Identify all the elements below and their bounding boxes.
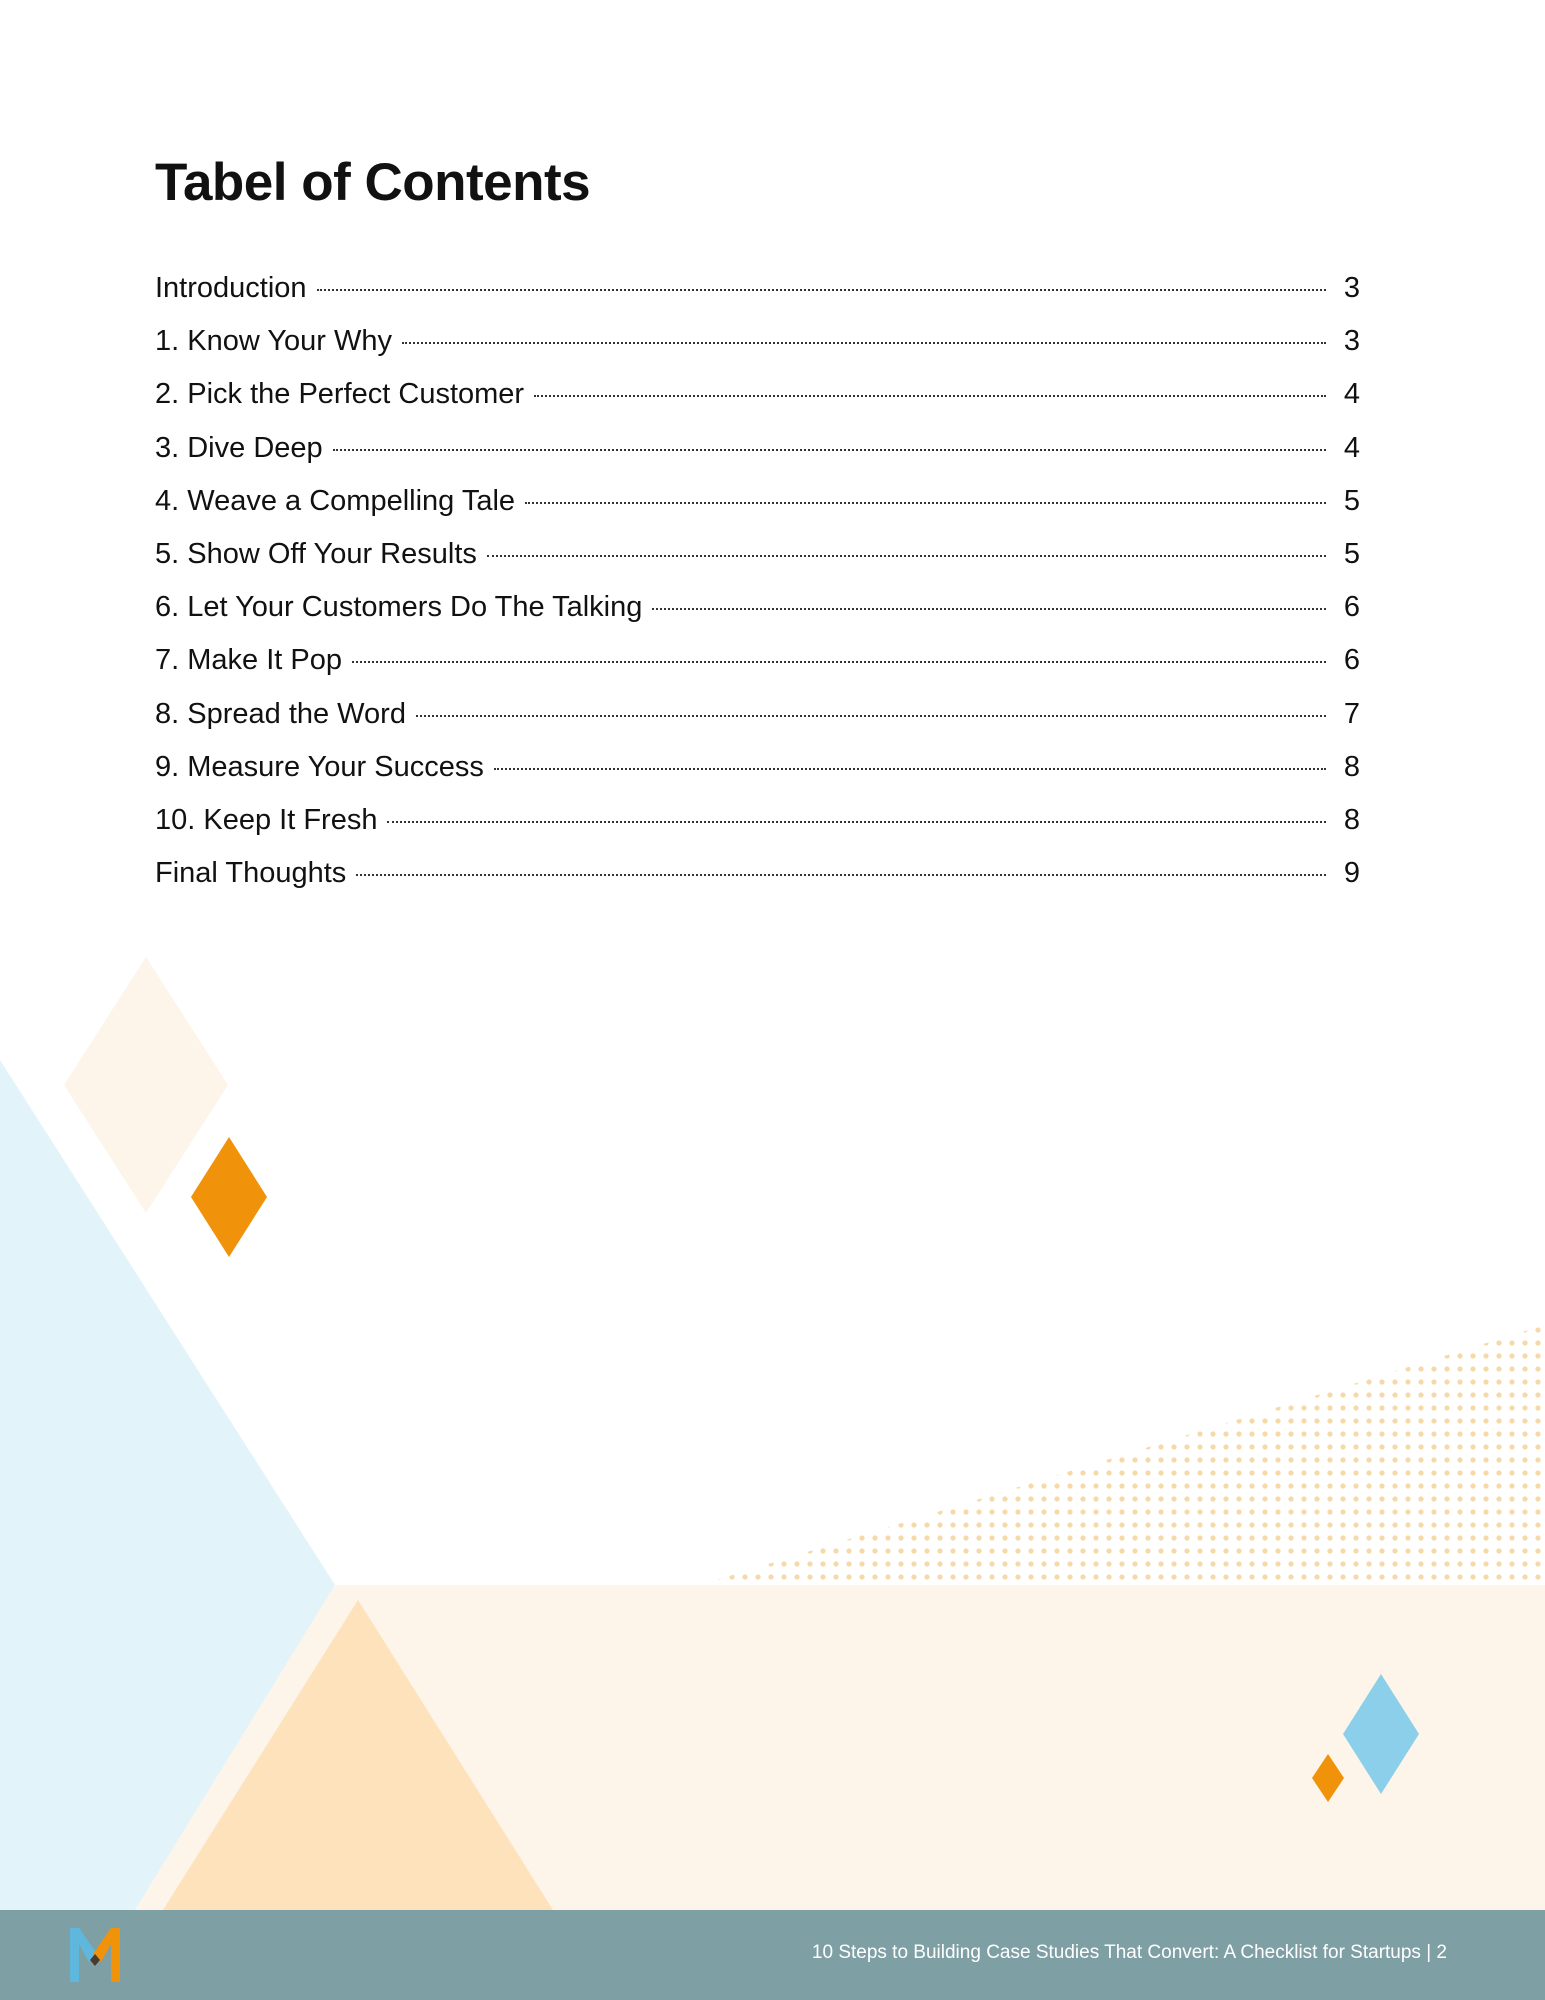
cream-diamond	[64, 957, 228, 1213]
toc-entry[interactable]	[155, 644, 1360, 697]
toc-dot-leader	[525, 502, 1326, 504]
toc-entry[interactable]	[155, 857, 1360, 910]
orange-diamond-large	[191, 1137, 267, 1257]
toc-entry-page-number: 5	[1343, 537, 1360, 570]
toc-dot-leader	[333, 449, 1326, 451]
toc-entry-label: 7. Make It Pop	[155, 644, 342, 677]
m-logo-icon	[70, 1928, 120, 1982]
toc-entry-page-number: 6	[1343, 591, 1360, 624]
toc-entry-page-number: 4	[1343, 431, 1360, 464]
page-title: Tabel of Contents	[155, 153, 591, 212]
toc-dot-leader	[356, 874, 1326, 876]
toc-dot-leader	[387, 821, 1326, 823]
table-of-contents	[155, 272, 1360, 910]
toc-dot-leader	[352, 661, 1326, 663]
toc-entry-label: Final Thoughts	[155, 857, 347, 890]
toc-dot-leader	[317, 289, 1326, 291]
toc-entry[interactable]	[155, 804, 1360, 857]
toc-entry[interactable]	[155, 591, 1360, 644]
toc-entry-page-number: 7	[1343, 697, 1360, 730]
toc-entry-page-number: 5	[1343, 484, 1360, 517]
toc-entry[interactable]	[155, 272, 1360, 325]
toc-entry-label: 2. Pick the Perfect Customer	[155, 378, 525, 411]
toc-entry-label: 9. Measure Your Success	[155, 750, 484, 783]
toc-entry-page-number: 9	[1343, 857, 1360, 890]
footer-caption: 10 Steps to Building Case Studies That Convert: A Checklist for Startups | 2	[811, 1942, 1447, 1963]
toc-entry-label: Introduction	[155, 272, 307, 304]
toc-entry-label: 6. Let Your Customers Do The Talking	[155, 591, 643, 624]
toc-entry-page-number: 3	[1343, 272, 1360, 304]
dotted-pattern-area	[700, 1325, 1545, 1585]
toc-entry[interactable]	[155, 325, 1360, 378]
toc-entry-label: 10. Keep It Fresh	[155, 803, 378, 836]
toc-entry[interactable]	[155, 698, 1360, 751]
toc-entry-label: 3. Dive Deep	[155, 431, 323, 464]
toc-dot-leader	[402, 342, 1326, 344]
footer-bar	[0, 1910, 1545, 2000]
toc-dot-leader	[487, 555, 1326, 557]
toc-entry-label: 8. Spread the Word	[155, 697, 406, 730]
toc-entry[interactable]	[155, 751, 1360, 804]
toc-dot-leader	[534, 395, 1326, 397]
toc-entry-label: 1. Know Your Why	[155, 325, 392, 358]
toc-entry-page-number: 6	[1343, 644, 1360, 677]
toc-entry-page-number: 4	[1343, 378, 1360, 411]
toc-entry[interactable]	[155, 432, 1360, 485]
toc-entry[interactable]	[155, 485, 1360, 538]
toc-entry[interactable]	[155, 378, 1360, 431]
toc-entry-label: 5. Show Off Your Results	[155, 537, 477, 570]
toc-dot-leader	[416, 715, 1326, 717]
toc-entry-page-number: 8	[1343, 750, 1360, 783]
toc-entry[interactable]	[155, 538, 1360, 591]
toc-entry-label: 4. Weave a Compelling Tale	[155, 484, 516, 517]
toc-dot-leader	[494, 768, 1326, 770]
toc-entry-page-number: 3	[1343, 325, 1360, 358]
toc-dot-leader	[652, 608, 1326, 610]
toc-entry-page-number: 8	[1343, 803, 1360, 836]
